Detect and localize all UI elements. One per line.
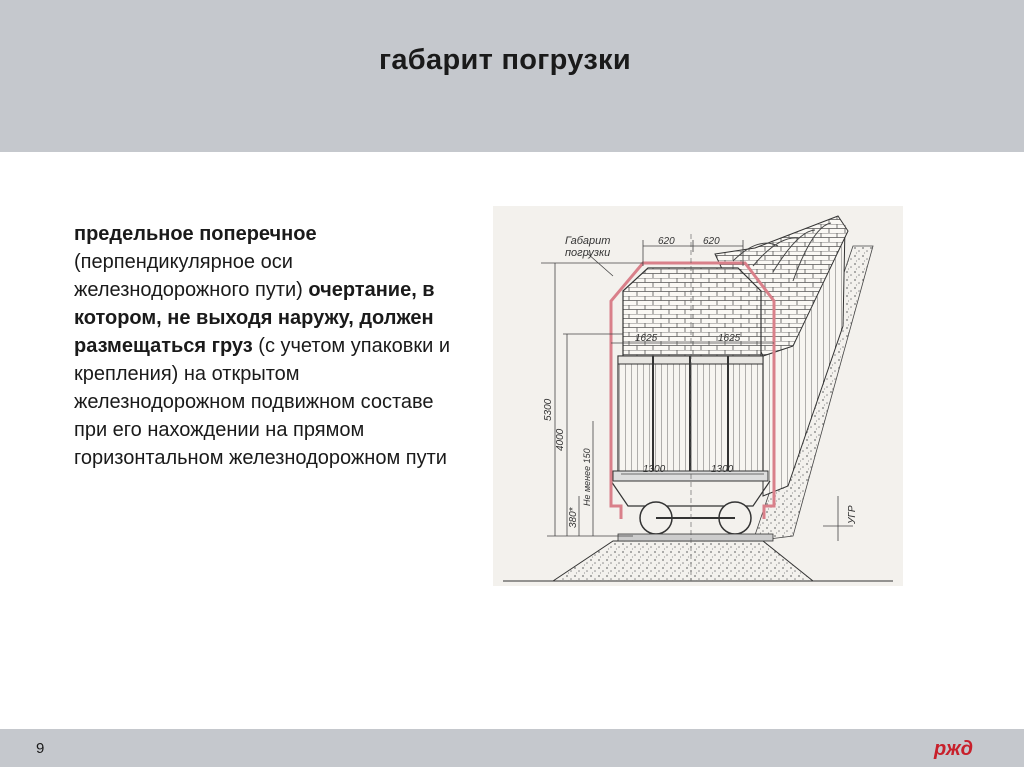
definition-term: предельное поперечное <box>74 223 317 245</box>
definition-conditions: (с учетом упаковки и крепления) на открытом железнодорожном подвижном составе при его нахождении на прямом горизонтальном железнодорожном пути <box>74 335 451 469</box>
label-ugr: УГР <box>847 505 858 524</box>
dim-not-less-150: Не менее 150 <box>582 448 592 506</box>
label-pogruzki: погрузки <box>565 247 611 259</box>
rzd-logo <box>932 736 988 760</box>
definition-clarification: (перпендикулярное оси железнодорожного пути) <box>74 251 303 301</box>
dim-620-right: 620 <box>703 236 720 247</box>
definition-core: очертание, в котором, не выходя наружу, должен размещаться груз <box>74 279 435 357</box>
bogie <box>611 481 770 506</box>
dim-4000: 4000 <box>555 428 566 451</box>
loading-gauge-diagram <box>493 206 903 586</box>
dim-1300-right: 1300 <box>711 464 734 475</box>
dim-380: 380* <box>568 507 579 528</box>
dim-5300: 5300 <box>543 398 554 421</box>
definition-text <box>74 220 454 472</box>
dim-1625-left: 1625 <box>635 333 658 344</box>
dim-620-left: 620 <box>658 236 675 247</box>
slide-header <box>0 0 1024 152</box>
dim-1625-right: 1625 <box>718 333 741 344</box>
rail-bed <box>618 534 773 541</box>
ballast-bed <box>553 541 813 581</box>
label-gabarit: Габарит <box>565 235 611 247</box>
page-title: габарит погрузки <box>379 44 631 76</box>
svg-text:ржд: ржд <box>934 738 974 760</box>
wagon-drawing <box>493 206 903 586</box>
slide-footer <box>0 729 1024 767</box>
page-number: 9 <box>36 740 45 757</box>
dim-1300-left: 1300 <box>643 464 666 475</box>
